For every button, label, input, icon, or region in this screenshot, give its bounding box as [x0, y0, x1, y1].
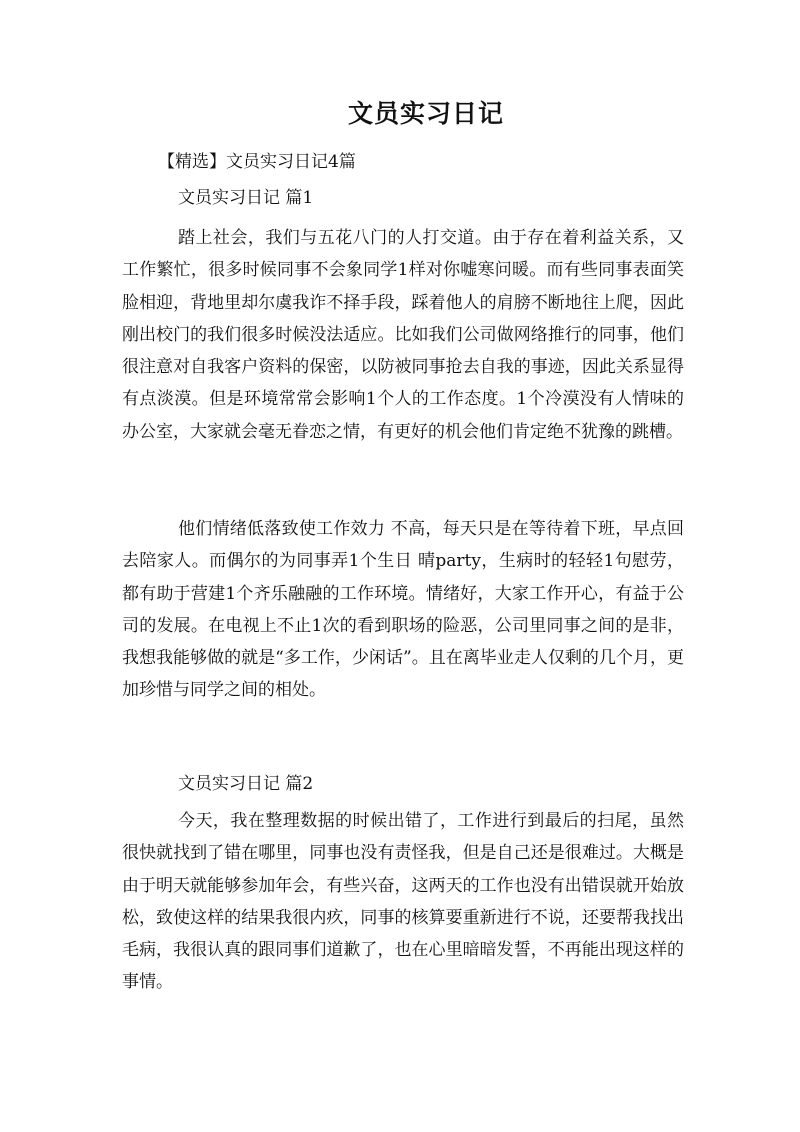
section-heading: 文员实习日记 篇2	[178, 774, 314, 794]
body-paragraph: 踏上社会，我们与五花八门的人打交道。由于存在着利益关系，又工作繁忙，很多时候同事不会象同学1样对你嘘寒问暖。而有些同事表面笑脸相迎，背地里却尔虞我诈不择手段，踩着他人的肩膀不断地往上爬，因此刚出校门的我们很多时候没法适应。比如我们公司做网络推行的同事，他们很注意对自我客户资料的保密，以防被同事抢去自我的事迹，因此关系显得有点淡漠。但是环境常常会影响1个人的工作态度。1个冷漠没有人情味的办公室，大家就会毫无眷恋之情，有更好的机会他们肯定绝不犹豫的跳槽。	[122, 228, 684, 442]
section-heading: 文员实习日记 篇1	[178, 188, 314, 208]
document-title: 文员实习日记	[347, 99, 504, 128]
document-subtitle: 【精选】文员实习日记4篇	[158, 152, 356, 172]
body-paragraph: 今天，我在整理数据的时候出错了，工作进行到最后的扫尾，虽然很快就找到了错在哪里，同事也没有责怪我，但是自己还是很难过。大概是由于明天就能够参加年会，有些兴奋，这两天的工作也没有出错误就开始放松，致使这样的结果我很内疚，同事的核算要重新进行不说，还要帮我找出毛病，我很认真的跟同事们道歉了，也在心里暗暗发誓，不再能出现这样的事情。	[122, 811, 684, 993]
body-paragraph: 他们情绪低落致使工作效力 不高，每天只是在等待着下班，早点回去陪家人。而偶尔的为同事弄1个生日 晴party，生病时的轻轻1句慰劳，都有助于营建1个齐乐融融的工作环境。情绪好，大家工作开心，有益于公司的发展。在电视上不止1次的看到职场的险恶，公司里同事之间的是非，我想我能够做的就是“多工作，少闲话”。且在离毕业走人仅剩的几个月，更加珍惜与同学之间的相处。	[122, 519, 684, 701]
